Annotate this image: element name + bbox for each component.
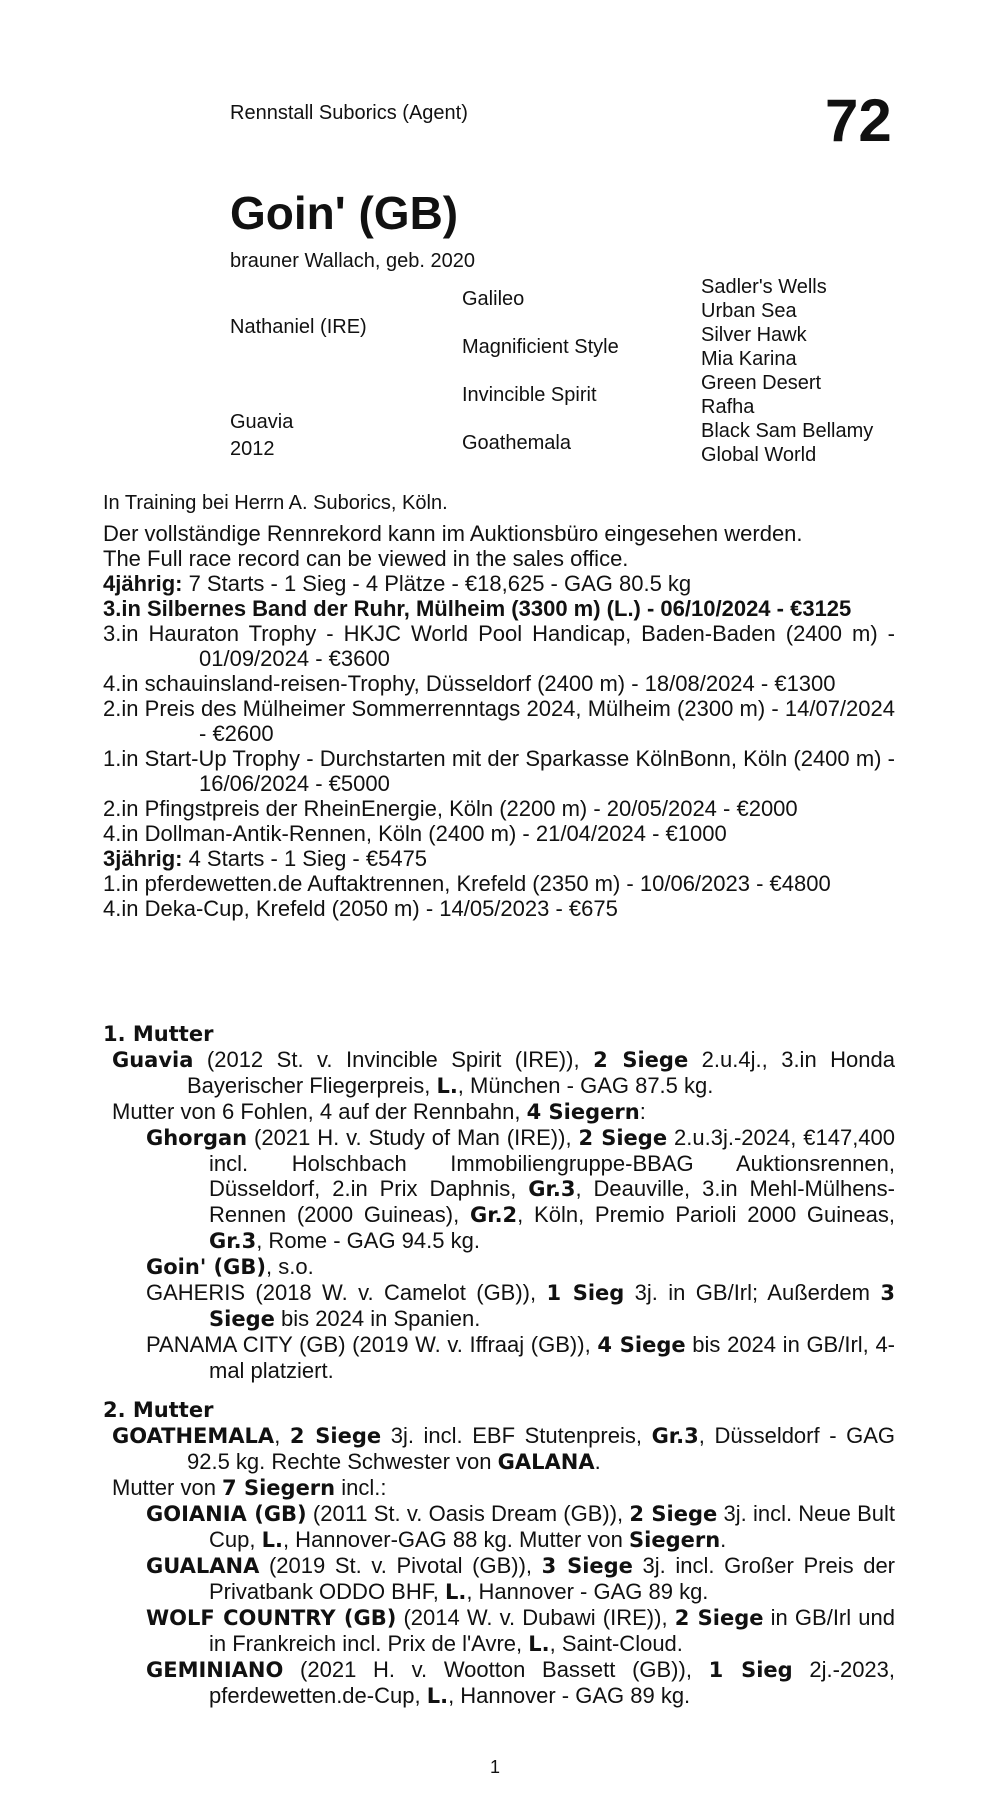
offspring-entry: Ghorgan (2021 H. v. Study of Man (IRE)), 2 Siege 2.u.3j.-2024, €147,400 incl. Holschbach Immobiliengruppe-BBAG Auktionsrennen, Düsseldorf, 2.in Prix Daphnis, Gr.3, Deauville, 3.in Mehl-Mülhens-Rennen (2000 Guineas), Gr.2, Köln, Premio Parioli 2000 Guineas, Gr.3, Rome - GAG 94.5 kg. [146, 1125, 896, 1253]
race-entry: 1.in pferdewetten.de Auftaktrennen, Krefeld (2350 m) - 10/06/2023 - €4800 [103, 871, 831, 896]
offspring-entry: GEMINIANO (2021 H. v. Wootton Bassett (GB)), 1 Sieg 2j.-2023, pferdewetten.de-Cup, L., Hannover - GAG 89 kg. [146, 1657, 896, 1708]
pedigree-gen3-4: Mia Karina [701, 348, 797, 370]
pedigree-dam-sire: Invincible Spirit [462, 384, 597, 406]
pedigree-dam-dam: Goathemala [462, 432, 571, 454]
page-number: 1 [490, 1757, 501, 1777]
full-record-de: Der vollständige Rennrekord kann im Auktionsbüro eingesehen werden. [103, 521, 803, 546]
second-dam-heading: 2. Mutter [103, 1398, 214, 1422]
pedigree-dam-year: 2012 [230, 438, 275, 460]
offspring-entry: PANAMA CITY (GB) (2019 W. v. Iffraaj (GB)), 4 Siege bis 2024 in GB/Irl, 4-mal platziert. [146, 1332, 895, 1383]
lot-number: 72 [825, 87, 892, 154]
race-entry: 2.in Preis des Mülheimer Sommerrenntags 2024, Mülheim (2300 m) - 14/07/2024 - €2600 [103, 696, 895, 746]
horse-name: Goin' (GB) [230, 187, 459, 239]
pedigree-gen3-2: Urban Sea [701, 300, 797, 322]
pedigree-gen3-8: Global World [701, 444, 817, 466]
offspring-entry: Goin' (GB), s.o. [146, 1254, 314, 1279]
pedigree-gen3-1: Sadler's Wells [701, 276, 827, 298]
race-entry: 3.in Silbernes Band der Ruhr, Mülheim (3300 m) (L.) - 06/10/2024 - €3125 [103, 596, 852, 621]
first-dam-section [103, 1022, 895, 1383]
horse-description: brauner Wallach, geb. 2020 [230, 250, 475, 272]
pedigree-gen3-6: Rafha [701, 396, 755, 418]
offspring-entry: WOLF COUNTRY (GB) (2014 W. v. Dubawi (IRE)), 2 Siege in GB/Irl und in Frankreich incl. Prix de l'Avre, L., Saint-Cloud. [146, 1605, 895, 1656]
second-dam-section [103, 1398, 895, 1709]
race-entry: 1.in Start-Up Trophy - Durchstarten mit der Sparkasse KölnBonn, Köln (2400 m) - 16/06/2024 - €5000 [103, 746, 895, 796]
age3-summary: 3jährig: 4 Starts - 1 Sieg - €5475 [103, 846, 428, 871]
pedigree-gen3-3: Silver Hawk [701, 324, 807, 346]
race-record [103, 521, 895, 921]
consignor: Rennstall Suborics (Agent) [230, 102, 468, 124]
pedigree-dam: Guavia [230, 411, 294, 433]
first-dam-produce: Mutter von 6 Fohlen, 4 auf der Rennbahn, 4 Siegern: [112, 1099, 646, 1124]
offspring-entry: GUALANA (2019 St. v. Pivotal (GB)), 3 Siege 3j. incl. Großer Preis der Privatbank ODDO BHF, L., Hannover - GAG 89 kg. [146, 1553, 896, 1604]
offspring-entry: GOIANIA (GB) (2011 St. v. Oasis Dream (GB)), 2 Siege 3j. incl. Neue Bult Cup, L., Hannover-GAG 88 kg. Mutter von Siegern. [146, 1501, 896, 1552]
training-note: In Training bei Herrn A. Suborics, Köln. [103, 492, 448, 514]
pedigree-sire-dam: Magnificient Style [462, 336, 619, 358]
second-dam-entry: GOATHEMALA, 2 Siege 3j. incl. EBF Stutenpreis, Gr.3, Düsseldorf - GAG 92.5 kg. Rechte Schwester von GALANA. [112, 1423, 895, 1474]
offspring-entry: GAHERIS (2018 W. v. Camelot (GB)), 1 Sieg 3j. in GB/Irl; Außerdem 3 Siege bis 2024 in Spanien. [146, 1280, 895, 1331]
race-entry: 2.in Pfingstpreis der RheinEnergie, Köln (2200 m) - 20/05/2024 - €2000 [103, 796, 798, 821]
age4-summary: 4jährig: 7 Starts - 1 Sieg - 4 Plätze - €18,625 - GAG 80.5 kg [103, 571, 692, 596]
second-dam-produce: Mutter von 7 Siegern incl.: [112, 1475, 387, 1500]
pedigree-gen3-5: Green Desert [701, 372, 822, 394]
pedigree-sire-sire: Galileo [462, 288, 525, 310]
race-entry: 4.in Dollman-Antik-Rennen, Köln (2400 m) - 21/04/2024 - €1000 [103, 821, 727, 846]
pedigree-gen3-7: Black Sam Bellamy [701, 420, 874, 442]
full-record-en: The Full race record can be viewed in the sales office. [103, 546, 629, 571]
race-entry: 3.in Hauraton Trophy - HKJC World Pool Handicap, Baden-Baden (2400 m) - 01/09/2024 - €3600 [103, 621, 895, 671]
first-dam-heading: 1. Mutter [103, 1022, 214, 1046]
race-entry: 4.in Deka-Cup, Krefeld (2050 m) - 14/05/2023 - €675 [103, 896, 618, 921]
pedigree-sire: Nathaniel (IRE) [230, 316, 367, 338]
race-entry: 4.in schauinsland-reisen-Trophy, Düsseldorf (2400 m) - 18/08/2024 - €1300 [103, 671, 836, 696]
first-dam-entry: Guavia (2012 St. v. Invincible Spirit (IRE)), 2 Siege 2.u.4j., 3.in Honda Bayerischer Fliegerpreis, L., München - GAG 87.5 kg. [112, 1047, 895, 1098]
